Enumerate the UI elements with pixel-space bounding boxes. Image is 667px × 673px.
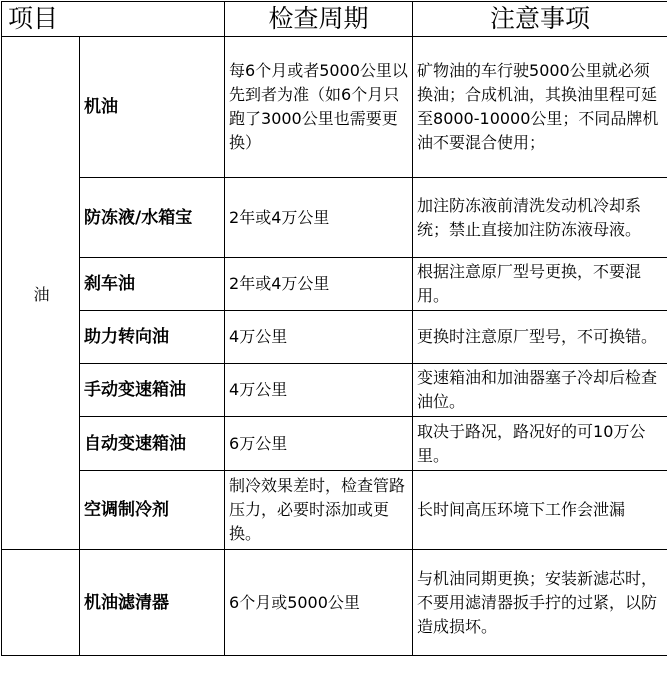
item-notes: 根据注意原厂型号更换，不要混用。 [413, 258, 667, 311]
item-name: 机油 [80, 37, 225, 178]
item-notes: 变速箱油和加油器塞子冷却后检查油位。 [413, 364, 667, 417]
item-period: 制冷效果差时，检查管路压力，必要时添加或更换。 [225, 471, 413, 550]
table-row [2, 417, 667, 471]
table-row [2, 364, 667, 417]
header-item: 项目 [2, 2, 225, 37]
table-row [2, 258, 667, 311]
category-filter [2, 550, 80, 656]
item-period: 6个月或5000公里 [225, 550, 413, 656]
item-name: 自动变速箱油 [80, 417, 225, 471]
item-period: 4万公里 [225, 311, 413, 364]
maintenance-table [1, 1, 667, 656]
item-name: 空调制冷剂 [80, 471, 225, 550]
category-oil: 油 [2, 37, 80, 550]
table-row [2, 311, 667, 364]
header-notes: 注意事项 [413, 2, 667, 37]
item-name: 防冻液/水箱宝 [80, 178, 225, 258]
table-row [2, 178, 667, 258]
item-period: 2年或4万公里 [225, 178, 413, 258]
item-period: 6万公里 [225, 417, 413, 471]
item-name: 机油滤清器 [80, 550, 225, 656]
table-row [2, 471, 667, 550]
table-row [2, 37, 667, 178]
item-notes: 矿物油的车行驶5000公里就必须换油；合成机油，其换油里程可延至8000-10000公里；不同品牌机油不要混合使用； [413, 37, 667, 178]
item-period: 2年或4万公里 [225, 258, 413, 311]
item-period: 4万公里 [225, 364, 413, 417]
item-name: 刹车油 [80, 258, 225, 311]
item-notes: 取决于路况，路况好的可10万公里。 [413, 417, 667, 471]
header-period: 检查周期 [225, 2, 413, 37]
table-row [2, 550, 667, 656]
item-notes: 加注防冻液前清洗发动机冷却系统；禁止直接加注防冻液母液。 [413, 178, 667, 258]
item-period: 每6个月或者5000公里以先到者为准（如6个月只跑了3000公里也需要更换） [225, 37, 413, 178]
item-notes: 长时间高压环境下工作会泄漏 [413, 471, 667, 550]
item-name: 助力转向油 [80, 311, 225, 364]
item-name: 手动变速箱油 [80, 364, 225, 417]
item-notes: 更换时注意原厂型号，不可换错。 [413, 311, 667, 364]
item-notes: 与机油同期更换；安装新滤芯时，不要用滤清器扳手拧的过紧，以防造成损坏。 [413, 550, 667, 656]
table-header-row [2, 2, 667, 37]
